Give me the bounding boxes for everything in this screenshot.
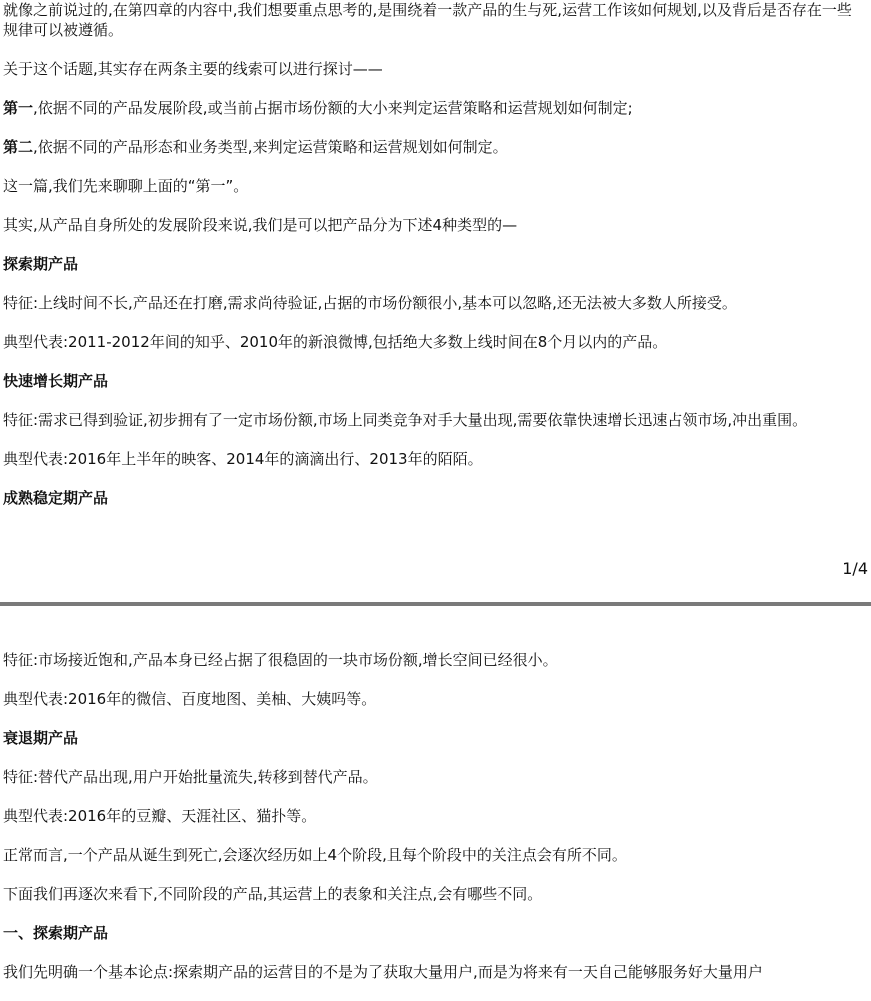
exploration-examples: 典型代表:2011-2012年间的知乎、2010年的新浪微博,包括绝大多数上线时间在8个月以内的产品。 xyxy=(3,333,668,351)
decline-examples: 典型代表:2016年的豆瓣、天涯社区、猫扑等。 xyxy=(3,807,317,825)
second-lead: 第二 xyxy=(3,138,34,156)
second-line-paragraph: 第二,依据不同的产品形态和业务类型,来判定运营策略和运营规划如何制定。 xyxy=(3,138,508,156)
page-1-content xyxy=(3,0,855,527)
heading-decline: 衰退期产品 xyxy=(3,729,79,747)
document-page-2 xyxy=(0,606,871,989)
exploration-features: 特征:上线时间不长,产品还在打磨,需求尚待验证,占据的市场份额很小,基本可以忽略,还无法被大多数人所接受。 xyxy=(3,294,737,312)
growth-features: 特征:需求已得到验证,初步拥有了一定市场份额,市场上同类竞争对手大量出现,需要依靠快速增长迅速占领市场,冲出重围。 xyxy=(3,411,808,429)
page-number: 1/4 xyxy=(842,559,868,578)
section-heading-exploration: 一、探索期产品 xyxy=(3,924,109,942)
decline-features: 特征:替代产品出现,用户开始批量流失,转移到替代产品。 xyxy=(3,768,378,786)
exploration-argument: 我们先明确一个基本论点:探索期产品的运营目的不是为了获取大量用户,而是为将来有一天自己能够服务好大量用户 xyxy=(3,963,763,981)
mature-features: 特征:市场接近饱和,产品本身已经占据了很稳固的一块市场份额,增长空间已经很小。 xyxy=(3,651,558,669)
first-lead: 第一 xyxy=(3,99,34,117)
lifecycle-summary: 正常而言,一个产品从诞生到死亡,会逐次经历如上4个阶段,且每个阶段中的关注点会有所不同。 xyxy=(3,846,627,864)
page-2-content xyxy=(3,650,855,1001)
second-line-text: 依据不同的产品形态和业务类型,来判定运营策略和运营规划如何制定。 xyxy=(37,138,508,156)
heading-mature: 成熟稳定期产品 xyxy=(3,489,109,507)
topic-paragraph: 关于这个话题,其实存在两条主要的线索可以进行探讨—— xyxy=(3,60,383,78)
next-section-intro: 下面我们再逐次来看下,不同阶段的产品,其运营上的表象和关注点,会有哪些不同。 xyxy=(3,885,543,903)
first-line-paragraph: 第一,依据不同的产品发展阶段,或当前占据市场份额的大小来判定运营策略和运营规划如何制定; xyxy=(3,99,633,117)
heading-exploration: 探索期产品 xyxy=(3,255,79,273)
intro-paragraph: 就像之前说过的,在第四章的内容中,我们想要重点思考的,是围绕着一款产品的生与死,运营工作该如何规划,以及背后是否存在一些规律可以被遵循。 xyxy=(3,1,852,39)
heading-growth: 快速增长期产品 xyxy=(3,372,109,390)
this-article-paragraph: 这一篇,我们先来聊聊上面的“第一”。 xyxy=(3,177,249,195)
stages-intro-paragraph: 其实,从产品自身所处的发展阶段来说,我们是可以把产品分为下述4种类型的— xyxy=(3,216,518,234)
growth-examples: 典型代表:2016年上半年的映客、2014年的滴滴出行、2013年的陌陌。 xyxy=(3,450,483,468)
mature-examples: 典型代表:2016年的微信、百度地图、美柚、大姨吗等。 xyxy=(3,690,377,708)
first-line-text: 依据不同的产品发展阶段,或当前占据市场份额的大小来判定运营策略和运营规划如何制定; xyxy=(37,99,633,117)
